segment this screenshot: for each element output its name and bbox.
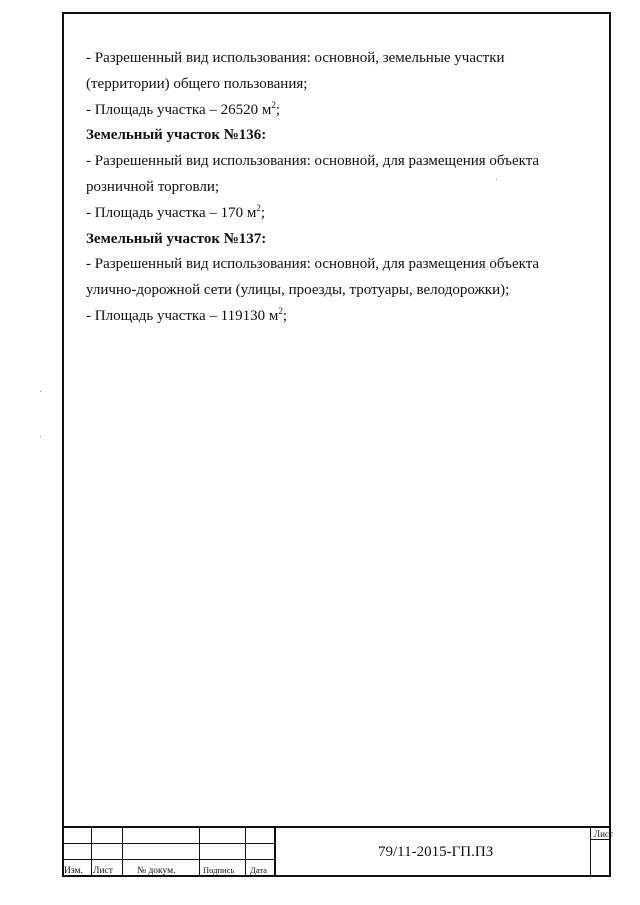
text-line-area-136	[86, 201, 596, 227]
text-line-area-1	[86, 98, 596, 124]
col-label-doc: № докум.	[137, 866, 176, 876]
stamp-top-border	[62, 826, 611, 828]
text-line-continuation-1	[86, 72, 596, 98]
stamp-row-line-2	[62, 859, 274, 860]
document-code: 79/11-2015-ГП.ПЗ	[378, 844, 494, 860]
stamp-sheet-divider	[590, 826, 591, 877]
stamp-col-line-1	[91, 826, 92, 877]
superscript: 2	[271, 99, 276, 110]
scan-mark	[496, 179, 497, 180]
line-tail: ;	[282, 307, 287, 324]
col-label-izm: Изм.	[64, 866, 83, 876]
heading-text: Земельный участок №137:	[86, 230, 267, 247]
superscript: 2	[256, 202, 261, 213]
text-line-permitted-use-137	[86, 252, 596, 278]
line-text: - Разрешенный вид использования: основной, для размещения объекта	[86, 256, 540, 273]
line-text: - Площадь участка – 26520 м	[86, 101, 272, 118]
line-text: - Площадь участка – 119130 м	[86, 307, 279, 324]
text-line-area-137	[86, 304, 596, 330]
line-tail: ;	[275, 101, 281, 118]
heading-plot-136	[86, 123, 596, 149]
stamp-col-line-4	[245, 826, 246, 877]
line-text: - Площадь участка – 170 м	[86, 204, 257, 221]
stamp-row-line-1	[62, 843, 274, 844]
line-text: улично-дорожной сети (улицы, проезды, тротуары, велодорожки);	[86, 282, 510, 299]
stamp-col-line-5	[274, 826, 276, 877]
text-line-permitted-use-136	[86, 149, 596, 175]
line-text: - Разрешенный вид использования: основной, земельные участки	[86, 50, 505, 66]
heading-plot-137	[86, 227, 596, 253]
line-text: (территории) общего пользования;	[86, 75, 308, 92]
heading-text: Земельный участок №136:	[86, 127, 267, 144]
stamp-col-line-2	[122, 826, 123, 877]
scan-mark	[40, 391, 41, 392]
line-text: розничной торговли;	[86, 178, 220, 195]
superscript: 2	[278, 305, 283, 316]
sheet-label: Лист	[594, 829, 613, 839]
document-body	[86, 46, 596, 330]
title-block	[62, 826, 611, 877]
text-line-permitted-use-1	[86, 46, 596, 72]
stamp-sheet-line	[590, 839, 611, 840]
text-line-continuation-136	[86, 175, 596, 201]
scan-mark	[40, 436, 41, 437]
text-line-continuation-137	[86, 278, 596, 304]
line-tail: ;	[260, 204, 266, 221]
col-label-date: Дата	[250, 865, 267, 875]
line-text: - Разрешенный вид использования: основной, для размещения объекта	[86, 153, 540, 170]
stamp-col-line-3	[199, 826, 200, 877]
col-label-sign: Подпись	[203, 865, 235, 875]
col-label-list: Лист	[93, 866, 113, 876]
